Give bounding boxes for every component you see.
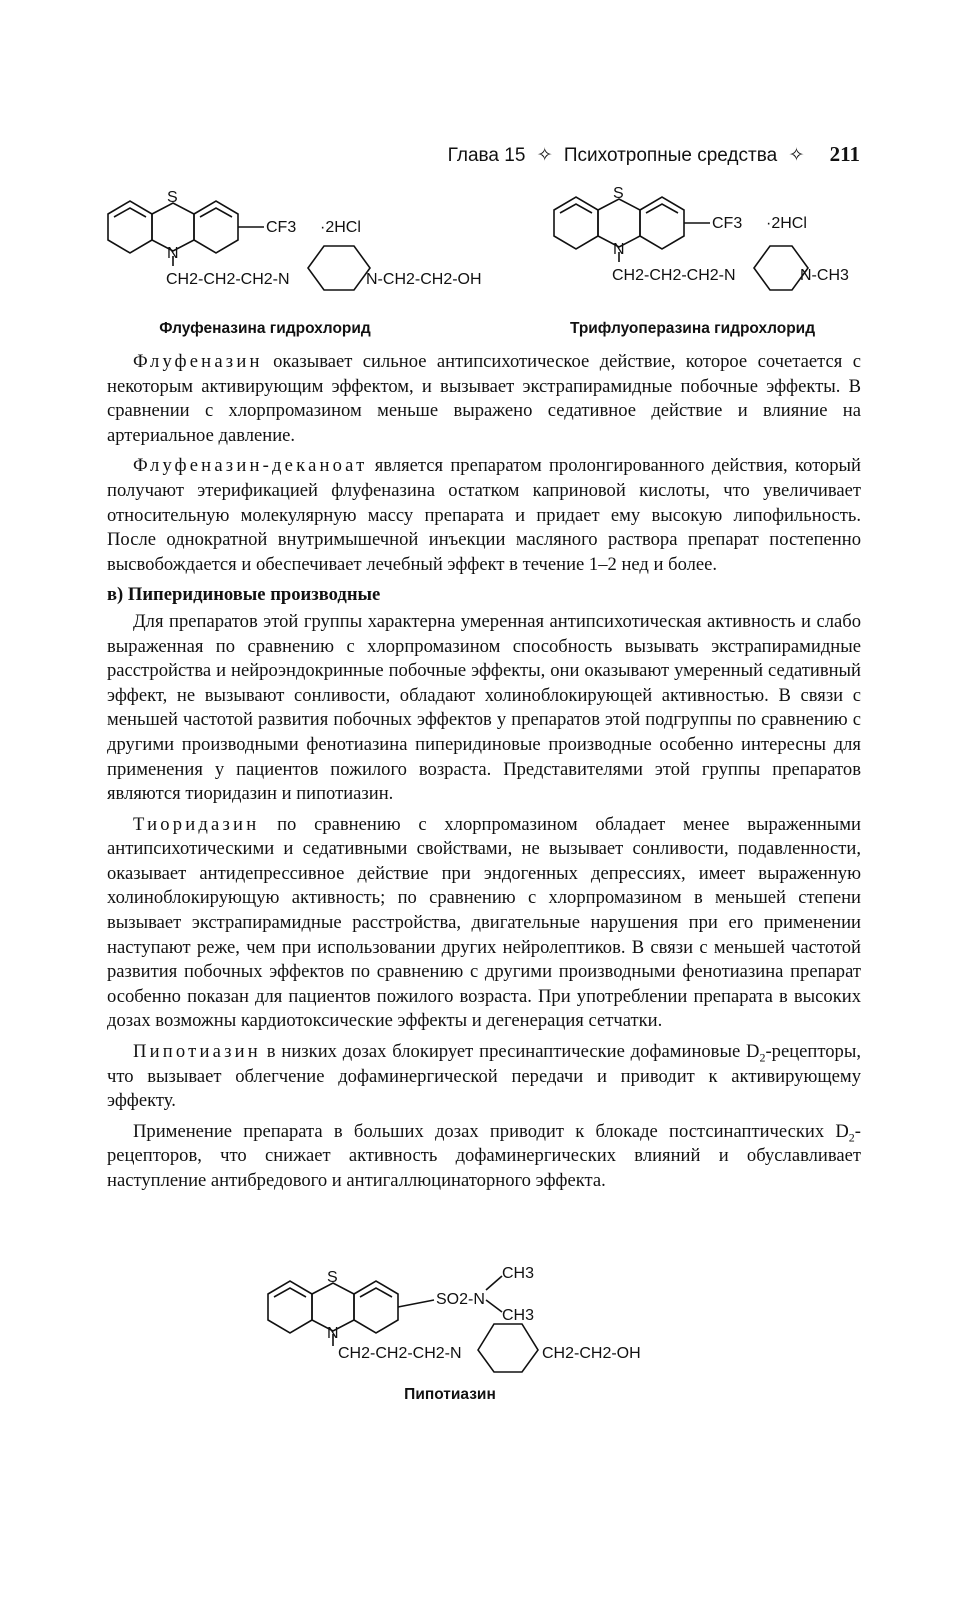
paragraph-thioridazine bbox=[107, 813, 861, 1034]
cf3-group: CF3 bbox=[266, 219, 297, 236]
hydroxyethyl-tail: CH2-CH2-OH bbox=[542, 1345, 641, 1362]
methyl-bond-down bbox=[486, 1300, 502, 1312]
thiazine-ring bbox=[152, 203, 194, 251]
trifluoperazine-formula-svg bbox=[534, 182, 864, 307]
paragraph-pipotiazine-low-dose bbox=[107, 1040, 861, 1114]
page-header bbox=[340, 142, 860, 167]
ring-double-bonds bbox=[646, 204, 678, 213]
pipotiazine-formula-svg bbox=[258, 1262, 678, 1387]
chapter-label: Глава 15 bbox=[447, 145, 526, 166]
salt-label: ·2HCl bbox=[320, 219, 361, 236]
body-text bbox=[107, 350, 861, 1200]
piperazine-ring bbox=[308, 246, 370, 290]
paragraph-text: в низких дозах блокирует пресинаптические дофаминовые D bbox=[260, 1041, 760, 1063]
paragraph-piperidine-group: Для препаратов этой группы характерна умеренная антипсихотическая активность и слабо выраженная по сравнению с хлорпромазином способность вызывать экстрапирамидные расстройства и нейроэндокринные побочные эффекты, они оказывают умеренный седативный эффект, не вызывают сонливости, обладают холиноблокирующей активностью. В связи с меньшей частотой развития побочных эффектов у препаратов этой подгруппы по сравнению с другими производными фенотиазина пиперидиновые производные особенно интересны для применения у пациентов пожилого возраста. Представителями этой группы препаратов являются тиоридазин и пипотиазин. bbox=[107, 610, 861, 805]
fluphenazine-structure bbox=[88, 186, 508, 311]
term-pipotiazine: Пипотиазин bbox=[133, 1041, 261, 1063]
fluphenazine-formula-svg bbox=[88, 186, 508, 311]
separator-icon: ✧ bbox=[536, 145, 553, 166]
ring-double-bonds bbox=[360, 1288, 392, 1297]
pipotiazine-structure bbox=[258, 1262, 678, 1387]
subscript: 2 bbox=[759, 1050, 766, 1065]
term-fluphenazine: Флуфеназин bbox=[133, 351, 263, 372]
ring-double-bonds bbox=[114, 208, 146, 217]
paragraph-fluphenazine bbox=[107, 350, 861, 448]
paragraph-text: является препаратом пролонгированного действия, который получают этерификацией флуфеназина остатком каприновой кислоты, что увеличивает относительную молекулярную массу препарата и придает ему высокую липофильность. После однократной внутримышечной инъекции масляного раствора препарат постепенно высвобождается и обеспечивает лечебный эффект в течение 1–2 нед и более. bbox=[107, 455, 861, 575]
term-thioridazine: Тиоридазин bbox=[133, 813, 260, 835]
paragraph-text: по сравнению с хлорпромазином обладает менее выраженными антипсихотическими и седативными свойствами, не вызывает сонливости, подавленности, оказывает антидепрессивное действие при эндогенных депрессиях, имеет выраженную холиноблокирующую активность; по сравнению с хлорпромазином в меньшей степени вызывает экстрапирамидные расстройства, двигательные нарушения при его применении наступают реже, чем при использовании других нейролептиков. В связи с меньшей частотой развития побочных эффектов по сравнению с другими производными фенотиазина препарат особенно показан для пациентов пожилого возраста. При употреблении препарата в высоких дозах возможны кардиотоксические эффекты и дегенерация сетчатки. bbox=[107, 813, 861, 1032]
thiazine-ring bbox=[312, 1283, 354, 1331]
methyl-group-1: CH3 bbox=[502, 1265, 535, 1282]
paragraph-text: Применение препарата в больших дозах приводит к блокаде постсинаптических D bbox=[133, 1120, 849, 1142]
nitrogen-atom: N bbox=[167, 245, 179, 262]
paragraph-text: оказывает сильное антипсихотическое действие, которое сочетается с некоторым активирующим эффектом, и вызывает экстрапирамидные побочные эффекты. В сравнении с хлорпромазином меньше выражено седативное действие и влияние на артериальное давление. bbox=[107, 351, 861, 446]
subscript: 2 bbox=[848, 1130, 855, 1145]
sulfur-atom: S bbox=[327, 1269, 338, 1286]
paragraph-pipotiazine-high-dose bbox=[107, 1120, 861, 1194]
trifluoperazine-structure bbox=[534, 182, 864, 307]
trifluoperazine-caption: Трифлуоперазина гидрохлорид bbox=[569, 320, 816, 337]
sulfonyl-group: SO2-N bbox=[436, 1291, 485, 1308]
ring-double-bonds bbox=[560, 204, 592, 213]
so2-bond bbox=[398, 1300, 434, 1307]
paragraph-fluphenazine-decanoate bbox=[107, 454, 861, 577]
subheading-piperidine: в) Пиперидиновые производные bbox=[107, 584, 381, 606]
ring-double-bonds bbox=[274, 1288, 306, 1297]
propyl-chain: CH2-CH2-CH2-N bbox=[612, 267, 736, 284]
term-fluphenazine-decanoate: Флуфеназин-деканоат bbox=[133, 455, 368, 477]
paragraph-text: -рецепторов, что снижает активность дофаминергических влияний и обуславливает наступление антибредового и антигаллюцинаторного эффекта. bbox=[107, 1120, 861, 1191]
nitrogen-atom: N bbox=[613, 241, 625, 258]
hydroxyethyl-tail: N-CH2-CH2-OH bbox=[366, 271, 482, 288]
propyl-chain: CH2-CH2-CH2-N bbox=[338, 1345, 462, 1362]
page-number: 211 bbox=[829, 142, 860, 166]
methyl-tail: N-CH3 bbox=[800, 267, 849, 284]
salt-label: ·2HCl bbox=[766, 215, 807, 232]
sulfur-atom: S bbox=[613, 185, 624, 202]
piperidine-ring bbox=[478, 1324, 538, 1372]
methyl-bond-up bbox=[486, 1276, 502, 1290]
sulfur-atom: S bbox=[167, 189, 178, 206]
separator-icon: ✧ bbox=[788, 145, 805, 166]
fluphenazine-caption: Флуфеназина гидрохлорид bbox=[159, 320, 371, 337]
ring-double-bonds bbox=[200, 208, 232, 217]
pipotiazine-caption: Пипотиазин bbox=[404, 1386, 496, 1403]
propyl-chain: CH2-CH2-CH2-N bbox=[166, 271, 290, 288]
thiazine-ring bbox=[598, 199, 640, 247]
nitrogen-atom: N bbox=[327, 1325, 339, 1342]
section-title: Психотропные средства bbox=[563, 145, 778, 166]
methyl-group-2: CH3 bbox=[502, 1307, 535, 1324]
cf3-group: CF3 bbox=[712, 215, 743, 232]
paragraph-text: -рецепторы, что вызывает облегчение дофаминергической передачи и приводит к активирующему эффекту. bbox=[107, 1041, 861, 1112]
